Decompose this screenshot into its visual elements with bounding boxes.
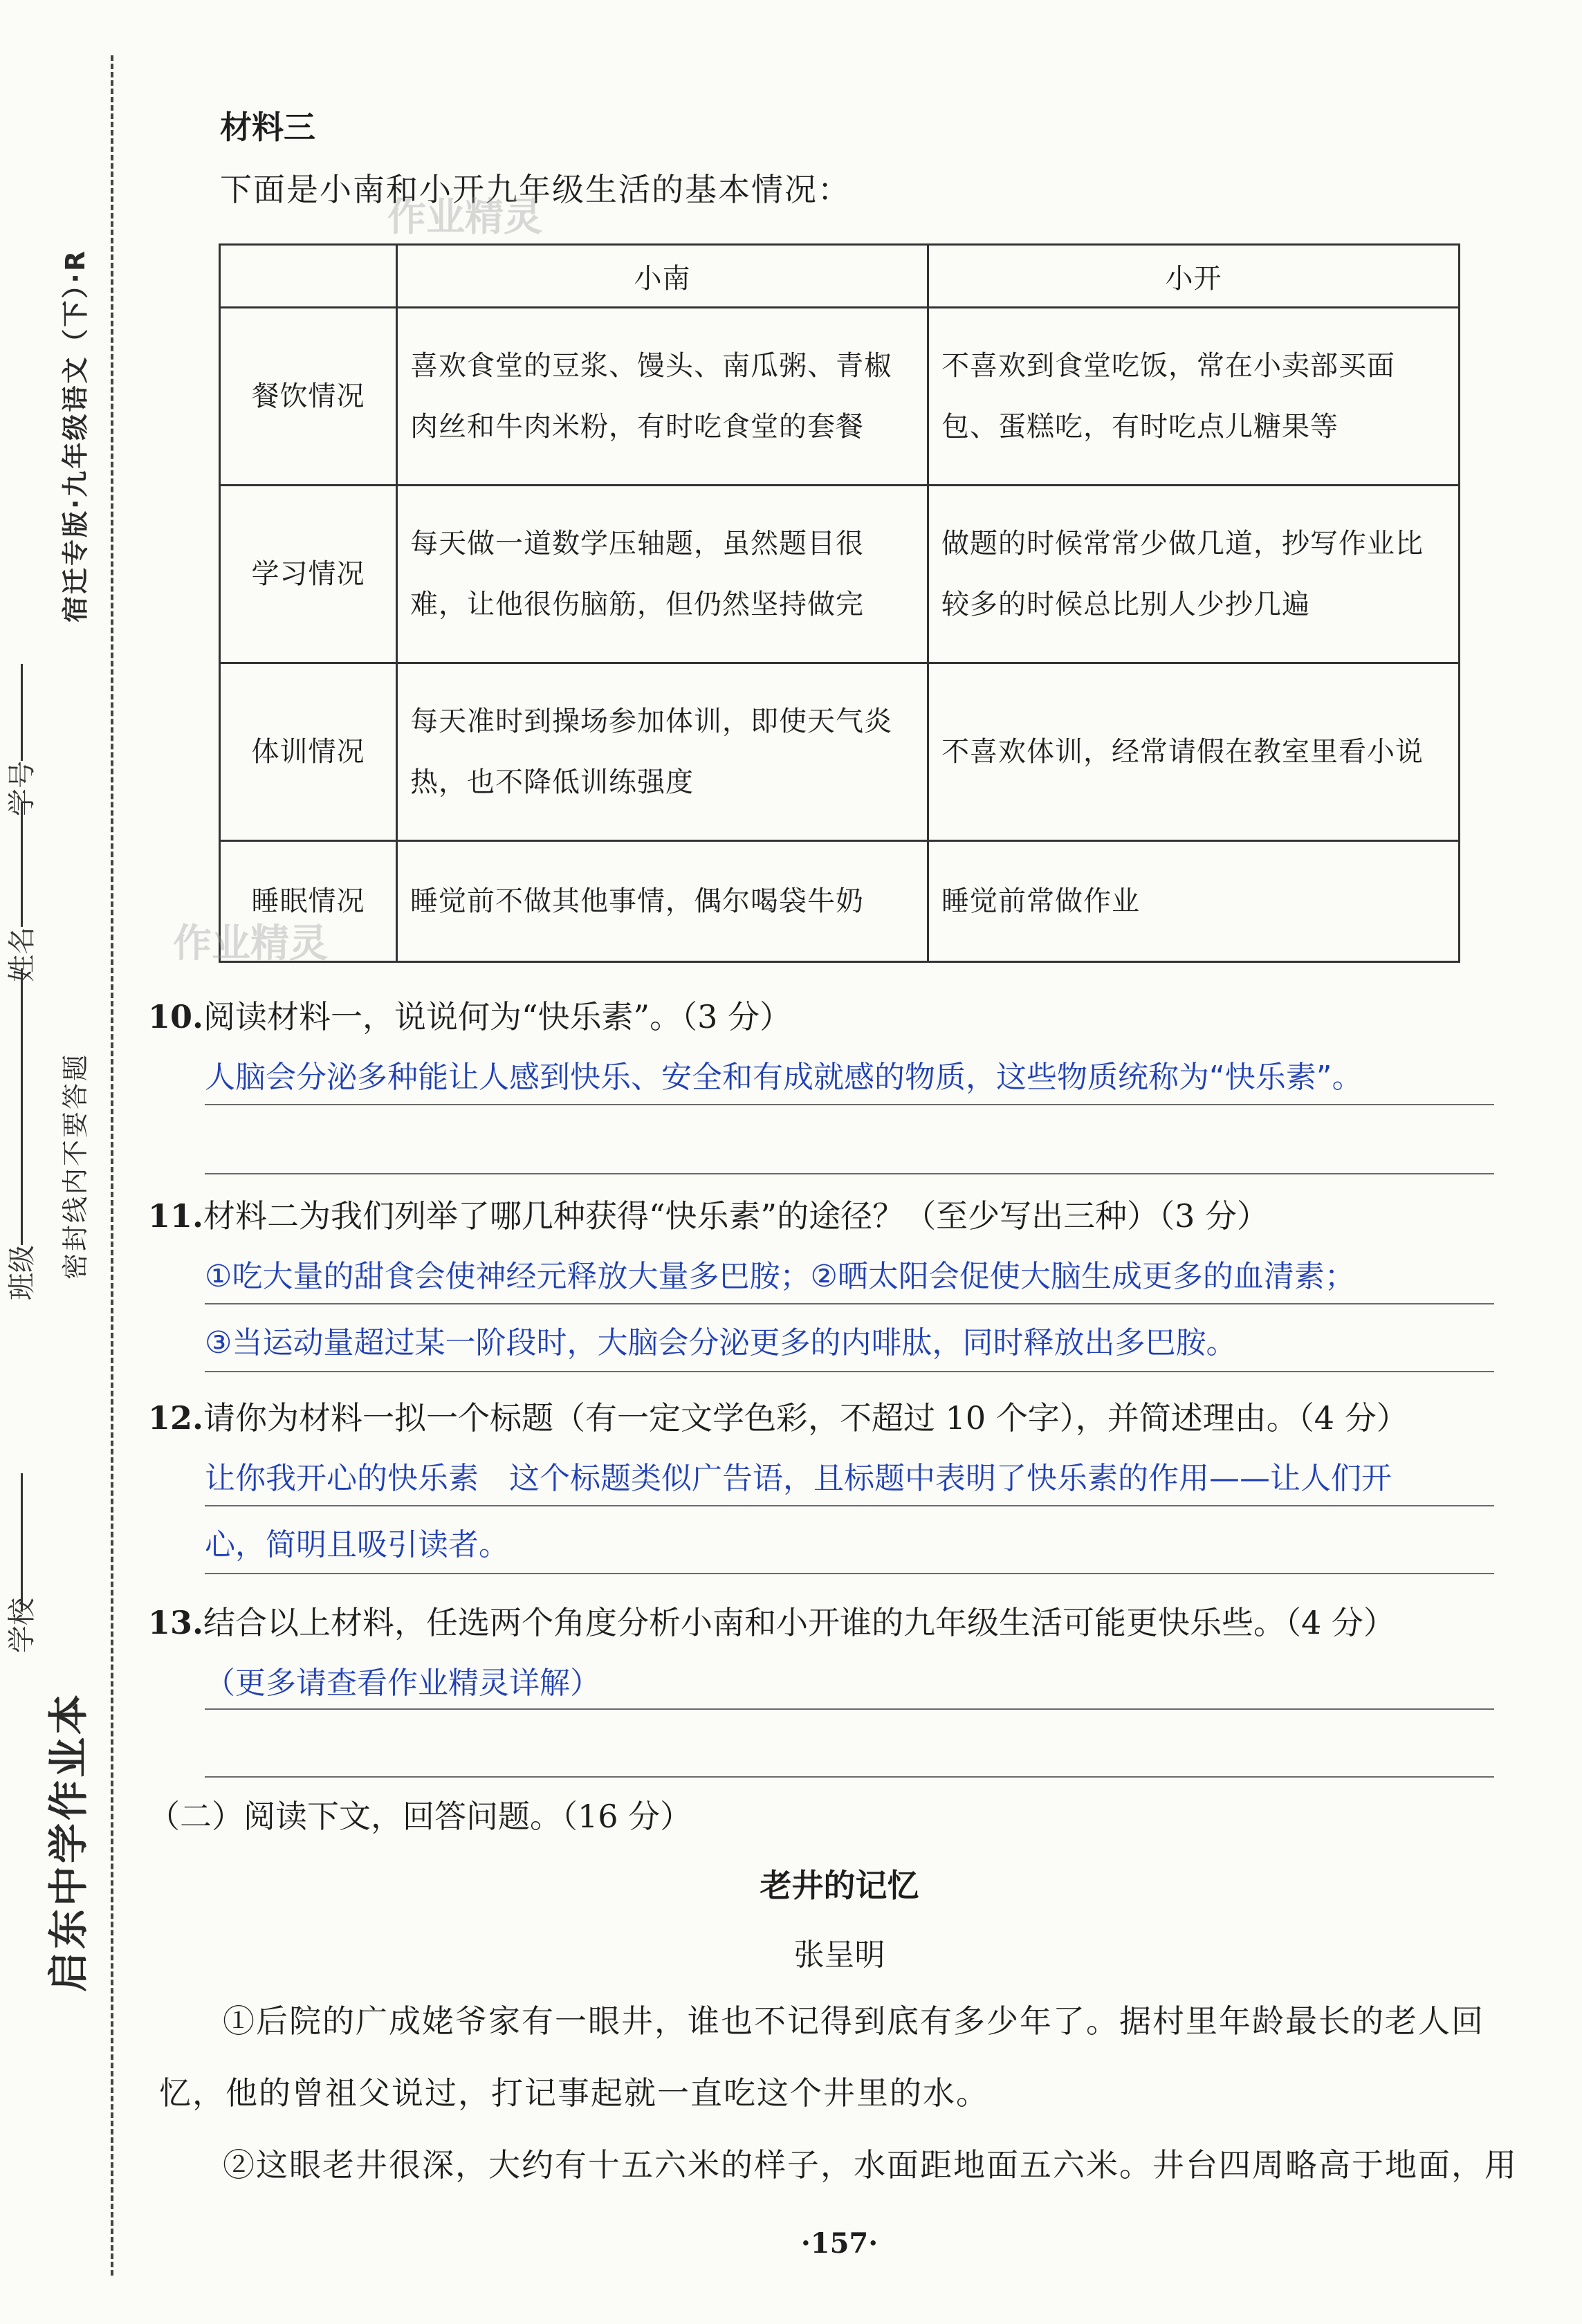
material-three-title: 材料三 <box>220 109 315 146</box>
question-10 <box>148 985 791 1049</box>
cell-xiaokai: 做题的时候常常少做几道，抄写作业比较多的时候总比别人少抄几遍 <box>928 486 1460 663</box>
question-13 <box>148 1591 1395 1654</box>
answer-line: ①吃大量的甜食会使神经元释放大量多巴胺；②晒太阳会促使大脑生成更多的血清素； <box>205 1259 1355 1294</box>
field-name-label: 姓名 <box>6 927 38 982</box>
answer-rule <box>205 1708 1494 1710</box>
book-title: 启东中学作业本 <box>45 1691 92 1992</box>
row-label: 睡眠情况 <box>220 841 397 962</box>
comparison-table <box>219 243 1460 963</box>
table-header-row <box>220 245 1460 308</box>
field-school-line <box>21 1473 23 1612</box>
watermark: 作业精灵 <box>173 921 328 966</box>
question-text: 请你为材料一拟一个标题（有一定文学色彩，不超过 10 个字），并简述理由。（4 分） <box>203 1399 1408 1437</box>
field-class-line <box>21 968 23 1245</box>
question-text: 材料二为我们列举了哪几种获得“快乐素”的途径？（至少写出三种）（3 分） <box>203 1197 1269 1235</box>
question-text: 阅读材料一，说说何为“快乐素”。（3 分） <box>203 998 791 1035</box>
watermark: 作业精灵 <box>387 195 542 240</box>
cell-xiaonan: 睡觉前不做其他事情，偶尔喝袋牛奶 <box>397 841 928 962</box>
table-header-xiaonan: 小南 <box>397 245 928 308</box>
answer-line: （更多请查看作业精灵详解） <box>205 1666 600 1701</box>
series-label: 宿迁专版·九年级语文（下）·R <box>60 248 91 622</box>
story-title: 老井的记忆 <box>760 1867 919 1904</box>
field-number-label: 学号 <box>6 761 38 816</box>
cell-xiaokai: 不喜欢到食堂吃饭，常在小卖部买面包、蛋糕吃，有时吃点儿糖果等 <box>928 308 1460 486</box>
page-number: ·157· <box>800 2227 879 2260</box>
table-header-empty <box>220 245 397 308</box>
answer-rule <box>205 1104 1494 1105</box>
field-number-line <box>21 664 23 761</box>
material-three-intro: 下面是小南和小开九年级生活的基本情况： <box>220 171 851 208</box>
question-number: 13. <box>148 1604 204 1641</box>
answer-rule <box>205 1173 1494 1174</box>
table-row <box>220 663 1460 841</box>
field-school-label: 学校 <box>6 1598 38 1653</box>
question-number: 11. <box>148 1197 204 1235</box>
table-row <box>220 841 1460 962</box>
cell-xiaonan: 每天做一道数学压轴题，虽然题目很难，让他很伤脑筋，但仍然坚持做完 <box>397 486 928 663</box>
question-number: 10. <box>148 998 204 1035</box>
cell-xiaonan: 喜欢食堂的豆浆、馒头、南瓜粥、青椒肉丝和牛肉米粉，有时吃食堂的套餐 <box>397 308 928 486</box>
answer-line: 让你我开心的快乐素 这个标题类似广告语，且标题中表明了快乐素的作用——让人们开 <box>205 1461 1392 1496</box>
answer-rule <box>205 1573 1494 1574</box>
cell-xiaonan: 每天准时到操场参加体训，即使天气炎热，也不降低训练强度 <box>397 663 928 841</box>
story-paragraph-1: ①后院的广成姥爷家有一眼井，谁也不记得到底有多少年了。据村里年龄最长的老人回忆，他的曾祖父说过，打记事起就一直吃这个井里的水。 <box>159 2002 1484 2112</box>
story-paragraph-2: ②这眼老井很深，大约有十五六米的样子，水面距地面五六米。井台四周略高于地面，用 <box>223 2146 1518 2184</box>
field-name-line <box>21 802 23 927</box>
answer-line: 人脑会分泌多种能让人感到快乐、安全和有成就感的物质，这些物质统称为“快乐素”。 <box>205 1060 1363 1095</box>
row-label: 学习情况 <box>220 486 397 663</box>
table-row <box>220 486 1460 663</box>
section-two-title: （二）阅读下文，回答问题。（16 分） <box>148 1798 692 1835</box>
field-class-label: 班级 <box>6 1245 38 1300</box>
answer-rule <box>205 1303 1494 1304</box>
question-text: 结合以上材料，任选两个角度分析小南和小开谁的九年级生活可能更快乐些。（4 分） <box>203 1604 1395 1641</box>
answer-line: 心，简明且吸引读者。 <box>205 1527 509 1562</box>
answer-rule <box>205 1505 1494 1506</box>
cell-xiaokai: 睡觉前常做作业 <box>928 841 1460 962</box>
question-12 <box>148 1386 1408 1450</box>
row-label: 体训情况 <box>220 663 397 841</box>
story-author: 张呈明 <box>793 1937 885 1973</box>
answer-rule <box>205 1776 1494 1778</box>
question-number: 12. <box>148 1399 204 1437</box>
table-row <box>220 308 1460 486</box>
answer-line: ③当运动量超过某一阶段时，大脑会分泌更多的内啡肽，同时释放出多巴胺。 <box>205 1325 1237 1361</box>
row-label: 餐饮情况 <box>220 308 397 486</box>
table-header-xiaokai: 小开 <box>928 245 1460 308</box>
answer-rule <box>205 1371 1494 1372</box>
seal-line-notice: 密封线内不要答题 <box>60 1052 91 1280</box>
cell-xiaokai: 不喜欢体训，经常请假在教室里看小说 <box>928 663 1460 841</box>
question-11 <box>148 1184 1269 1248</box>
